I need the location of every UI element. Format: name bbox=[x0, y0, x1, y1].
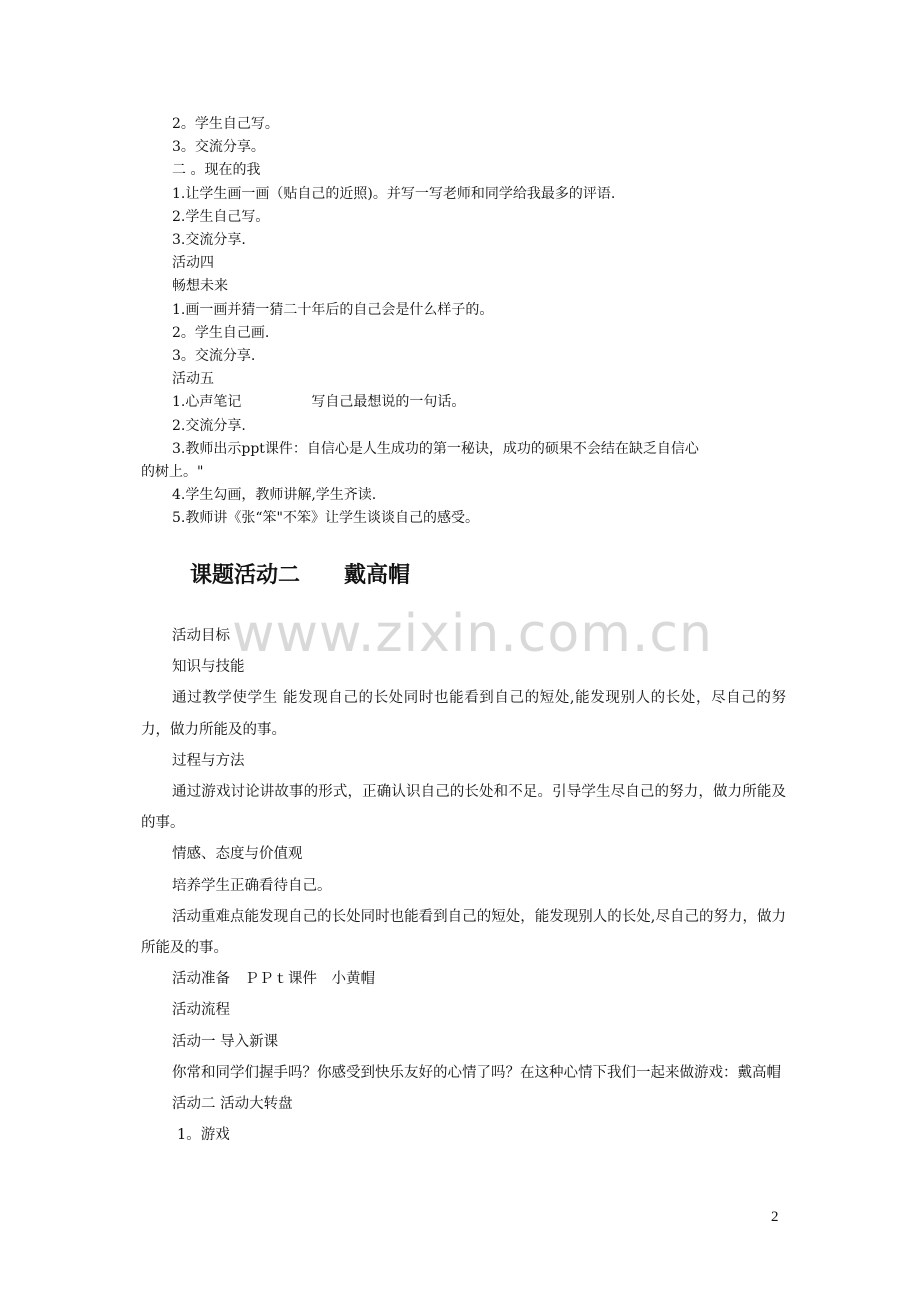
activity-one-paragraph: 你常和同学们握手吗？你感受到快乐友好的心情了吗？在这种心情下我们一起来做游戏：戴高帽 bbox=[172, 1064, 781, 1081]
text-line: 活动五 bbox=[172, 371, 214, 388]
text-line: 2。学生自己画. bbox=[172, 324, 270, 341]
activity-one-heading: 活动一 导入新课 bbox=[172, 1033, 279, 1050]
emotion-paragraph: 培养学生正确看待自己。 bbox=[172, 877, 332, 894]
activity-goal-heading: 活动目标 bbox=[172, 628, 230, 644]
flow-heading: 活动流程 bbox=[172, 1002, 230, 1019]
preparation-line: 活动准备 ＰＰｔ课件 小黄帽 bbox=[172, 971, 375, 988]
text-line: 2.学生自己写。 bbox=[172, 208, 270, 225]
text-line: 1.让学生画一画（贴自己的近照)。并写一写老师和同学给我最多的评语. bbox=[172, 185, 616, 202]
watermark: www.zixin.com.cn bbox=[232, 604, 713, 664]
text-line: 2.交流分享. bbox=[172, 417, 246, 434]
text-line: 2。学生自己写。 bbox=[172, 116, 279, 132]
page-number: 2 bbox=[771, 1209, 779, 1225]
emotion-heading: 情感、态度与价值观 bbox=[172, 846, 303, 863]
text-line: 1.画一画并猜一猜二十年后的自己会是什么样子的。 bbox=[172, 301, 494, 318]
text-line: 活动四 bbox=[172, 255, 214, 272]
text-line: 3。交流分享. bbox=[172, 348, 256, 365]
text-line: 1.心声笔记 写自己最想说的一句话。 bbox=[172, 394, 466, 411]
text-line: 3.交流分享. bbox=[172, 232, 246, 249]
text-line: 的树上。" bbox=[141, 464, 204, 481]
knowledge-skill-heading: 知识与技能 bbox=[172, 659, 245, 676]
text-line: 4.学生勾画，教师讲解,学生齐读. bbox=[172, 487, 377, 504]
game-item: 1。游戏 bbox=[177, 1127, 230, 1144]
text-line: 畅想未来 bbox=[172, 278, 228, 295]
knowledge-paragraph: 通过教学使学生 能发现自己的长处同时也能看到自己的短处,能发现别人的长处，尽自己的努力，做力所能及的事。 bbox=[141, 690, 786, 738]
text-line: 5.教师讲《张“笨"不笨》让学生谈谈自己的感受。 bbox=[172, 510, 479, 527]
process-paragraph: 通过游戏讨论讲故事的形式，正确认识自己的长处和不足。引导学生尽自己的努力，做力所能及的事。 bbox=[141, 784, 786, 832]
activity-two-heading: 活动二 活动大转盘 bbox=[172, 1096, 293, 1113]
key-points-paragraph: 活动重难点能发现自己的长处同时也能看到自己的短处，能发现别人的长处,尽自己的努力，做力所能及的事。 bbox=[141, 908, 786, 957]
lesson-plan-block bbox=[141, 621, 786, 1151]
lesson-steps-block bbox=[141, 113, 786, 531]
process-method-heading: 过程与方法 bbox=[172, 752, 245, 769]
section-title: 课题活动二 戴高帽 bbox=[190, 563, 411, 588]
text-line: 二 。现在的我 bbox=[172, 162, 261, 179]
text-line: 3.教师出示ppt课件：自信心是人生成功的第一秘诀，成功的硕果不会结在缺乏自信心 bbox=[172, 440, 699, 457]
text-line: 3。交流分享。 bbox=[172, 139, 265, 156]
